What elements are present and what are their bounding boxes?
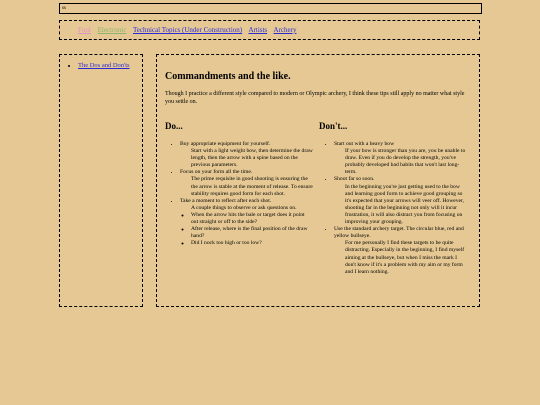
dont-item-title: Shoot far so soon. xyxy=(334,176,375,183)
dont-item-title: Start out with a heavy bow xyxy=(334,141,395,147)
sidebar-item xyxy=(78,62,130,69)
dont-item xyxy=(334,226,467,276)
page-title: Commandments and the like. xyxy=(165,71,291,82)
address-bar[interactable] xyxy=(59,3,482,14)
dont-item-body: For me personally I find these targets to be quite distracting. Especially in the beginning, I find myself aiming at the bullseye, but when I miss the mark I don't know if it's a problem with my aim or my form and I learn nothing. xyxy=(345,240,465,275)
nav-link-archery[interactable]: Archery xyxy=(273,26,297,34)
dont-item-body: If your bow is stronger than you are, you be unable to draw. Even if you do develop the strength, you've probably developed bad habits that won't last long-term. xyxy=(345,148,466,176)
do-item-body: The prime requisite in good shooting is ensuring the the arrow is stable at the moment of release. To ensure stability requires good form for each shot. xyxy=(191,176,313,197)
do-heading: Do... xyxy=(165,121,183,131)
dont-heading: Don't... xyxy=(319,121,348,131)
nav-bar xyxy=(59,20,480,40)
sidebar xyxy=(59,54,143,307)
do-item-title: Take a moment to reflect after each shot. xyxy=(180,197,272,204)
dont-item-title: Use the standard archery target. The circular blue, red and yellow bullseye. xyxy=(334,226,464,240)
nav-link-artists[interactable]: Artists xyxy=(248,26,268,34)
sidebar-link-dos-and-donts[interactable]: The Dos and Don'ts xyxy=(78,62,130,69)
do-column xyxy=(165,121,313,247)
do-item-title: Focus on your form all the time. xyxy=(180,169,253,176)
do-item-body: Start with a light weight bow, then determine the draw length, then the arrow with a spine based on the previous parameters. xyxy=(191,148,313,169)
do-subitem: ◦ When the arrow hits the bale or target does it point out straight or off to the side? xyxy=(191,212,313,226)
do-item xyxy=(180,141,313,169)
dont-item xyxy=(334,176,467,226)
do-item xyxy=(180,169,313,197)
intro-text: Though I practice a different style compared to modern or Olympic archery, I think these tips still apply no matter what style you settle on. xyxy=(165,91,465,105)
dont-item-body: In the beginning you're just getting used to the bow and learning good form to achieve good grouping so it's expected that your arrows will veer off. However, shooting far in the beginning not only will it incur frustration, it will also distract you from focusing on improving your grouping. xyxy=(345,183,465,226)
main-content xyxy=(156,54,480,307)
nav-link-electronic[interactable]: Electronic xyxy=(97,26,127,34)
do-subitem: ◦ After release, where is the final position of the draw hand? xyxy=(191,226,313,240)
do-item-body: A couple things to observe or ask questions on. xyxy=(191,204,297,211)
nav-link-fool[interactable]: Fool xyxy=(78,26,91,34)
do-subitem: ◦ Did I nock too high or too low? xyxy=(191,240,313,247)
do-item xyxy=(180,198,313,248)
nav-link-technical-topics[interactable]: Technical Topics (Under Construction) xyxy=(132,26,243,34)
do-item-title: Buy appropriate equipment for yourself. xyxy=(180,141,271,147)
dont-item xyxy=(334,141,467,176)
dont-column xyxy=(319,121,467,276)
address-text: ss xyxy=(62,6,66,11)
